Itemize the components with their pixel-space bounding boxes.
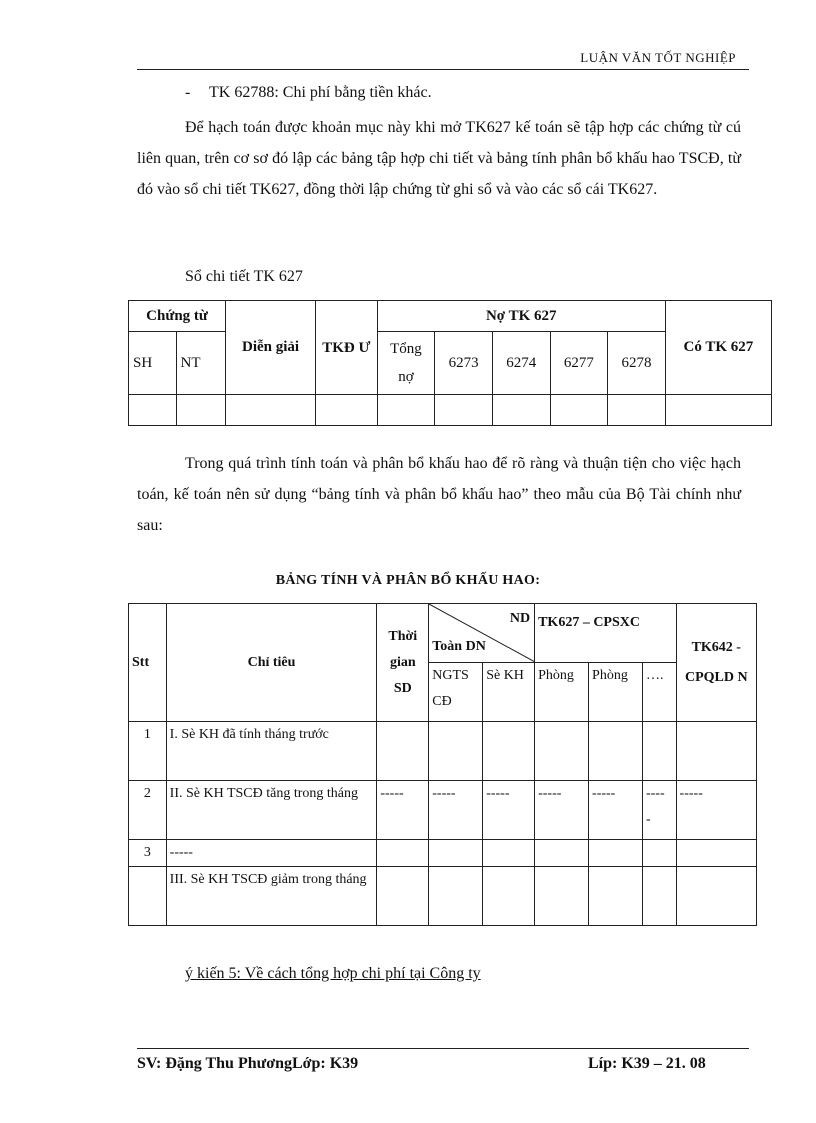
- th-chung-tu: Chứng từ: [129, 301, 226, 332]
- dash-cell: -----: [535, 781, 589, 840]
- table-row: [129, 781, 757, 840]
- th-phong-2: Phòng: [589, 663, 643, 722]
- th-dots: ….: [642, 663, 676, 722]
- row-stt: 1: [129, 722, 167, 781]
- row-stt: 3: [129, 840, 167, 867]
- table2-title: BẢNG TÍNH VÀ PHÂN BỔ KHẤU HAO:: [275, 573, 541, 588]
- th-thoi-gian-sd: Thời gian SD: [377, 604, 429, 722]
- dash-cell: -----: [483, 781, 535, 840]
- detail-ledger-table: [128, 300, 772, 426]
- row-stt: 2: [129, 781, 167, 840]
- th-6277: 6277: [550, 332, 608, 395]
- th-6274: 6274: [492, 332, 550, 395]
- footer-left: SV: Đặng Thu PhươngLớp: K39: [137, 1055, 359, 1072]
- row-stt: [129, 867, 167, 926]
- dash-cell: -----: [589, 781, 643, 840]
- th-tk627-cpsxc: TK627 – CPSXC: [535, 604, 676, 663]
- footer-right: Líp: K39 – 21. 08: [588, 1055, 706, 1072]
- row-label: -----: [166, 840, 377, 867]
- th-nt: NT: [176, 332, 226, 395]
- depreciation-table: [128, 603, 757, 926]
- th-toan-dn-label: Toàn DN: [432, 639, 486, 654]
- th-nd: ND: [509, 611, 531, 626]
- dash-cell-short: ---- -: [642, 781, 676, 840]
- row-label: I. Sè KH đã tính tháng trước: [166, 722, 377, 781]
- bullet-item: [185, 84, 432, 102]
- dash-cell: -----: [377, 781, 429, 840]
- th-sh: SH: [129, 332, 177, 395]
- paragraph-2: Trong quá trình tính toán và phân bổ khấu hao để rõ ràng và thuận tiện cho việc hạch toán, kế toán nên sử dụng “bảng tính và phân bổ khấu hao” theo mẫu của Bộ Tài chính như sau:: [137, 455, 741, 534]
- row-label: III. Sè KH TSCĐ giảm trong tháng: [166, 867, 377, 926]
- th-phong-1: Phòng: [535, 663, 589, 722]
- th-no-tk627: Nợ TK 627: [377, 301, 665, 332]
- section-heading: ý kiến 5: Về cách tổng hợp chi phí tại Công ty: [185, 965, 481, 982]
- table-row: [129, 840, 757, 867]
- th-6278: 6278: [608, 332, 666, 395]
- dash-cell: -----: [676, 781, 756, 840]
- dash-cell: -----: [429, 781, 483, 840]
- th-tkdu: TKĐ Ư: [316, 301, 378, 395]
- header-rule: [137, 69, 749, 70]
- header-title: LUẬN VĂN TỐT NGHIỆP: [580, 50, 736, 65]
- th-stt: Stt: [129, 604, 167, 722]
- footer-rule: [137, 1048, 749, 1049]
- th-toan-dn: [429, 604, 535, 663]
- th-co-tk627: Có TK 627: [665, 301, 771, 395]
- th-tong-no: Tổng nợ: [377, 332, 435, 395]
- table-row: [129, 395, 772, 426]
- table-row: [129, 722, 757, 781]
- th-ngts-cd: NGTS CĐ: [429, 663, 483, 722]
- th-tk642: TK642 - CPQLD N: [676, 604, 756, 722]
- table1-caption: Sổ chi tiết TK 627: [185, 268, 303, 285]
- table-row: [129, 867, 757, 926]
- row-label: II. Sè KH TSCĐ tăng trong tháng: [166, 781, 377, 840]
- th-6273: 6273: [435, 332, 493, 395]
- th-se-kh: Sè KH: [483, 663, 535, 722]
- bullet-marker: -: [185, 84, 191, 101]
- bullet-text: TK 62788: Chi phí bằng tiền khác.: [209, 84, 432, 101]
- th-chi-tieu: Chỉ tiêu: [166, 604, 377, 722]
- paragraph-1: Để hạch toán được khoản mục này khi mở TK627 kế toán sẽ tập hợp các chứng từ cú liên quan, trên cơ sơ đó lập các bảng tập hợp chi tiết và bảng tính phân bổ khấu hao TSCĐ, từ đó vào sổ chi tiết TK627, đồng thời lập chứng từ ghi sổ và vào các sổ cái TK627.: [137, 119, 741, 198]
- th-dien-giai: Diễn giải: [226, 301, 316, 395]
